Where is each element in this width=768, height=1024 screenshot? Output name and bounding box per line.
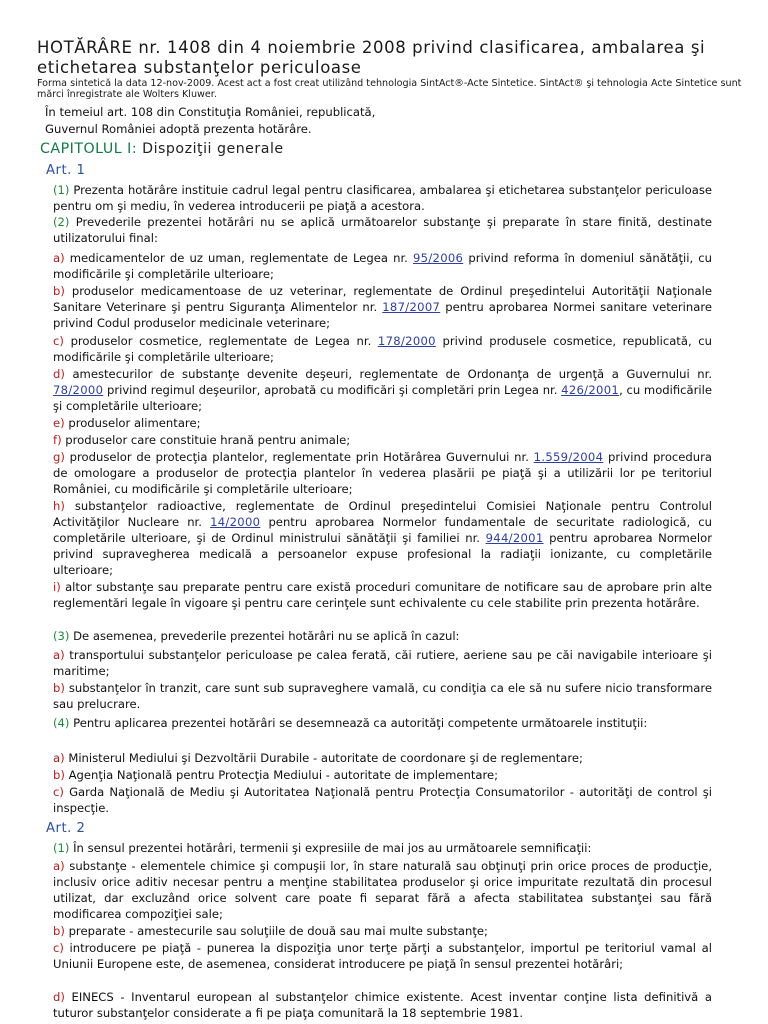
- art-1-item-i: [53, 579, 712, 611]
- list-letter: f): [53, 433, 62, 447]
- paragraph-text: Pentru aplicarea prezentei hotărâri se desemnează ca autorităţi competente următoarele instituţii:: [73, 716, 648, 730]
- art-1-item-g: [53, 449, 712, 497]
- art-1-heading: Art. 1: [46, 163, 86, 178]
- list-letter: a): [53, 648, 65, 662]
- art-2-item-d: [53, 989, 712, 1021]
- item-text: Agenţia Naţională pentru Protecţia Mediului - autoritate de implementare;: [68, 768, 499, 782]
- item-text: pentru aprobarea Normei sanitare veterinare privind Codul produselor medicinale veterinare;: [53, 300, 713, 330]
- item-text: produselor de protecţia plantelor, reglementate prin Hotărârea Guvernului nr.: [69, 450, 534, 464]
- art-1-para-3-item-a: [53, 647, 712, 679]
- paragraph-number: (3): [53, 629, 70, 643]
- intro-line-1: În temeiul art. 108 din Constituţia României, republicată,: [45, 105, 376, 119]
- art-1-item-d: [53, 366, 712, 414]
- list-letter: g): [53, 450, 65, 464]
- art-1-para-4-item-b: [53, 767, 712, 783]
- item-text: substanţelor radioactive, reglementate de Ordinul preşedintelui Comisiei Naţionale pentru Controlul Activităţilor Nucleare nr.: [53, 499, 712, 529]
- list-letter: d): [53, 990, 65, 1004]
- art-1-item-a: [53, 250, 712, 282]
- law-link-78-2000[interactable]: 78/2000: [53, 383, 104, 397]
- item-text: amestecurilor de substanţe devenite deşeuri, reglementate de Ordonanţa de urgenţă a Guvernului nr.: [72, 367, 713, 381]
- item-text: privind procedura de omologare a produselor de protecţia plantelor în vederea plasării pe piaţă şi a utilizării lor pe teritoriul României, cu modificările şi completările ulterioare;: [53, 450, 712, 496]
- list-letter: h): [53, 499, 65, 513]
- item-text: privind reforma în domeniul sănătăţii, cu modificările şi completările ulterioare;: [53, 251, 712, 281]
- item-text: , cu modificările şi completările ulterioare;: [53, 383, 712, 413]
- list-letter: d): [53, 367, 65, 381]
- item-text: medicamentelor de uz uman, reglementate de Legea nr.: [69, 251, 413, 265]
- paragraph-text: Prevederile prezentei hotărâri nu se aplică următoarelor substanţe şi preparate în stare finită, destinate utilizatorului final:: [53, 215, 712, 245]
- art-1-item-c: [53, 333, 712, 365]
- art-1-para-1: [53, 182, 712, 214]
- art-2-para-1: [53, 840, 712, 856]
- law-link-1559-2004[interactable]: 1.559/2004: [533, 450, 604, 464]
- list-letter: b): [53, 681, 65, 695]
- item-text: produselor cosmetice, reglementate de Legea nr.: [70, 334, 378, 348]
- law-link-95-2006[interactable]: 95/2006: [412, 251, 464, 265]
- art-2-item-a: [53, 858, 712, 922]
- list-letter: e): [53, 416, 65, 430]
- law-link-178-2000[interactable]: 178/2000: [377, 334, 436, 348]
- list-letter: a): [53, 751, 65, 765]
- item-text: preparate - amestecurile sau soluţiile de două sau mai multe substanţe;: [68, 924, 488, 938]
- document-title: HOTĂRÂRE nr. 1408 din 4 noiembrie 2008 privind clasificarea, ambalarea şi etichetarea substanţelor periculoase: [37, 38, 706, 77]
- item-text: pentru aprobarea Normelor fundamentale de securitate radiologică, cu completările ulterioare, şi de Ordinul ministrului sănătăţii şi familiei nr.: [53, 515, 712, 545]
- art-2-item-b: [53, 923, 712, 939]
- item-text: pentru aprobarea Normelor privind supravegherea medicală a persoanelor expuse profesional la radiaţii ionizante, cu completările ulterioare;: [53, 531, 712, 577]
- art-1-para-4-item-a: [53, 750, 712, 766]
- list-letter: c): [53, 941, 64, 955]
- art-1-para-4-item-c: [53, 784, 712, 816]
- list-letter: i): [53, 580, 61, 594]
- list-letter: a): [53, 859, 65, 873]
- chapter-heading: [40, 140, 740, 158]
- art-1-item-e: [53, 415, 712, 431]
- paragraph-text: În sensul prezentei hotărâri, termenii şi expresiile de mai jos au următoarele semnificaţii:: [73, 841, 592, 855]
- art-1-para-3: [53, 628, 712, 644]
- item-text: Ministerul Mediului şi Dezvoltării Durabile - autoritate de coordonare şi de reglementare;: [68, 751, 583, 765]
- art-1-para-3-item-b: [53, 680, 712, 712]
- item-text: privind regimul deşeurilor, aprobată cu modificări şi completări prin Legea nr.: [103, 383, 562, 397]
- paragraph-number: (1): [53, 183, 70, 197]
- list-letter: a): [53, 251, 65, 265]
- item-text: produselor care constituie hrană pentru animale;: [65, 433, 351, 447]
- chapter-title: Dispoziţii generale: [142, 141, 284, 157]
- art-1-para-4: [53, 715, 712, 731]
- item-text: produselor medicamentoase de uz veterinar, reglementate de Ordinul preşedintelui Autorităţii Naţionale Sanitare Veterinare şi pentru Siguranţa Alimentelor nr.: [53, 284, 712, 314]
- law-link-426-2001[interactable]: 426/2001: [561, 383, 620, 397]
- item-text: introducere pe piaţă - punerea la dispoziţia unor terţe părţi a substanţelor, importul pe teritoriul vamal al Uniunii Europene este, de asemenea, considerat introducere pe piaţă în sensul prezentei hotărâri;: [53, 941, 712, 971]
- item-text: produselor alimentare;: [68, 416, 201, 430]
- art-2-item-c: [53, 940, 712, 972]
- intro-line-2: Guvernul României adoptă prezenta hotărâre.: [45, 122, 312, 136]
- document-meta-note: Forma sintetică la data 12-nov-2009. Acest act a fost creat utilizând tehnologia SintAct®-Acte Sintetice. SintAct® şi tehnologia Acte Sintetice sunt mărci înregistrate ale Wolters Kluwer.: [37, 78, 742, 100]
- list-letter: b): [53, 284, 65, 298]
- list-letter: b): [53, 924, 65, 938]
- chapter-label: CAPITOLUL I:: [40, 141, 138, 157]
- paragraph-number: (2): [53, 215, 70, 229]
- paragraph-number: (1): [53, 841, 70, 855]
- art-1-item-f: [53, 432, 712, 448]
- law-link-14-2000[interactable]: 14/2000: [210, 515, 261, 529]
- item-text: privind produsele cosmetice, republicată, cu modificările şi completările ulterioare;: [53, 334, 713, 364]
- paragraph-number: (4): [53, 716, 70, 730]
- item-text: substanţe - elementele chimice şi compuşii lor, în stare naturală sau obţinuţi prin orice proces de producţie, inclusiv orice aditiv necesar pentru a menţine stabilitatea produselor şi orice impuritate rezultată din procesul utilizat, dar excluzând orice solvent care poate fi separat fără a afecta stabilitatea substanţei sau fără modificarea compoziţiei sale;: [53, 859, 712, 921]
- list-letter: c): [53, 334, 64, 348]
- art-1-item-h: [53, 498, 712, 578]
- law-link-944-2001[interactable]: 944/2001: [485, 531, 544, 545]
- art-1-item-b: [53, 283, 712, 331]
- item-text: substanţelor în tranzit, care sunt sub supraveghere vamală, cu condiţia ca ele să nu sufere nicio transformare sau prelucrare.: [53, 681, 712, 711]
- item-text: EINECS - Inventarul european al substanţelor chimice existente. Acest inventar conţine lista definitivă a tuturor substanţelor considerate a fi pe piaţa comunitară la 18 septembrie 1981.: [53, 990, 713, 1020]
- item-text: Garda Naţională de Mediu şi Autoritatea Naţională pentru Protecţia Consumatorilor - autorităţi de control şi inspecţie.: [53, 785, 712, 815]
- art-1-para-2: [53, 214, 712, 246]
- item-text: altor substanţe sau preparate pentru care există proceduri comunitare de notificare sau de aprobare prin alte reglementări legale în vigoare şi pentru care cerinţele sunt echivalente cu cele stabilite prin prezenta hotărâre.: [53, 580, 712, 610]
- item-text: transportului substanţelor periculoase pe calea ferată, căi rutiere, aeriene sau pe căi navigabile interioare şi maritime;: [53, 648, 712, 678]
- paragraph-text: De asemenea, prevederile prezentei hotărâri nu se aplică în cazul:: [73, 629, 460, 643]
- paragraph-text: Prezenta hotărâre instituie cadrul legal pentru clasificarea, ambalarea şi etichetarea substanţelor periculoase pentru om şi mediu, în vederea introducerii pe piaţă a acestora.: [53, 183, 712, 213]
- art-2-heading: Art. 2: [46, 821, 86, 836]
- list-letter: c): [53, 785, 64, 799]
- list-letter: b): [53, 768, 65, 782]
- law-link-187-2007[interactable]: 187/2007: [382, 300, 441, 314]
